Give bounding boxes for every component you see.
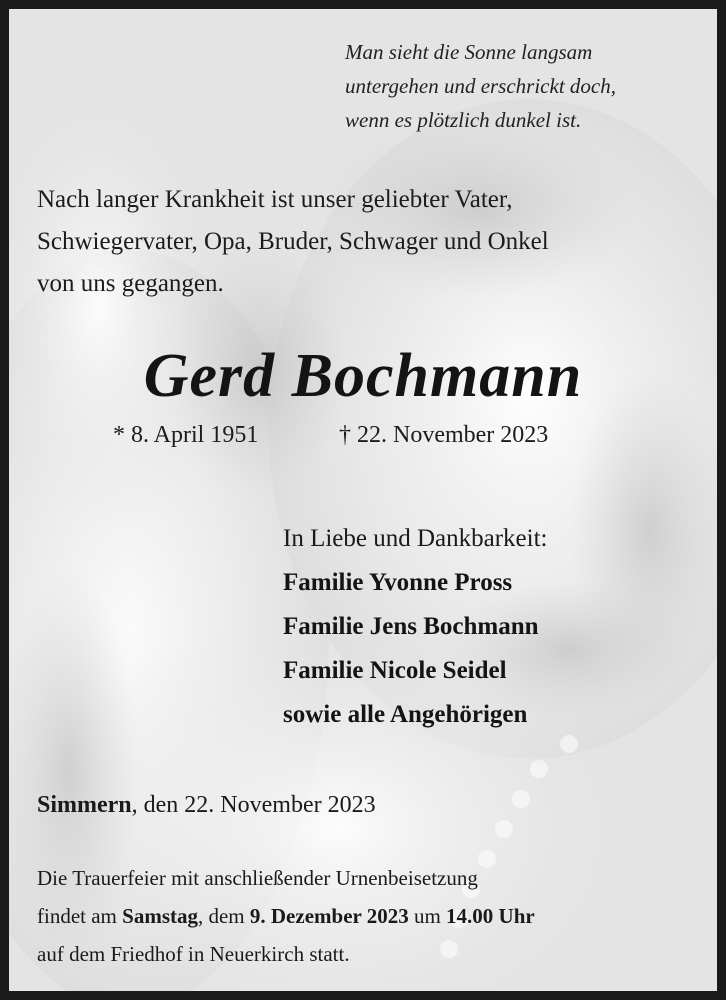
birth-date: * 8. April 1951	[113, 422, 259, 448]
motto-line: untergehen und erschrickt doch,	[345, 74, 616, 98]
ceremony-text: findet am	[37, 904, 123, 928]
ceremony-date: 9. Dezember 2023	[249, 904, 409, 928]
family-name: sowie alle Angehörigen	[283, 701, 528, 728]
ceremony-weekday: Samstag	[122, 904, 198, 928]
place-and-date	[37, 785, 697, 825]
ceremony-text: um	[408, 904, 447, 928]
family-name: Familie Jens Bochmann	[283, 613, 539, 640]
place-date: , den 22. November 2023	[131, 792, 376, 818]
mourners-heading: In Liebe und Dankbarkeit:	[283, 525, 548, 552]
ceremony-notice	[37, 859, 707, 973]
intro-line: Nach langer Krankheit ist unser geliebter Vater,	[37, 186, 513, 213]
motto-line: wenn es plötzlich dunkel ist.	[345, 108, 582, 132]
ceremony-text: , dem	[197, 904, 250, 928]
motto-line: Man sieht die Sonne langsam	[345, 40, 593, 64]
family-name: Familie Yvonne Pross	[283, 569, 513, 596]
family-name: Familie Nicole Seidel	[283, 657, 507, 684]
ceremony-line: auf dem Friedhof in Neuerkirch statt.	[37, 942, 350, 966]
place-city: Simmern	[37, 792, 132, 818]
death-date: † 22. November 2023	[339, 422, 549, 448]
intro-text	[37, 179, 697, 305]
intro-line: von uns gegangen.	[37, 270, 224, 297]
motto-quote	[345, 35, 685, 137]
mourners-block	[283, 517, 703, 737]
ceremony-line: Die Trauerfeier mit anschließender Urnenbeisetzung	[37, 866, 478, 890]
obituary-content	[9, 9, 717, 991]
ceremony-line	[37, 897, 707, 935]
deceased-name: Gerd Bochmann	[143, 342, 583, 410]
ceremony-time: 14.00 Uhr	[446, 904, 535, 928]
intro-line: Schwiegervater, Opa, Bruder, Schwager und Onkel	[37, 228, 549, 255]
